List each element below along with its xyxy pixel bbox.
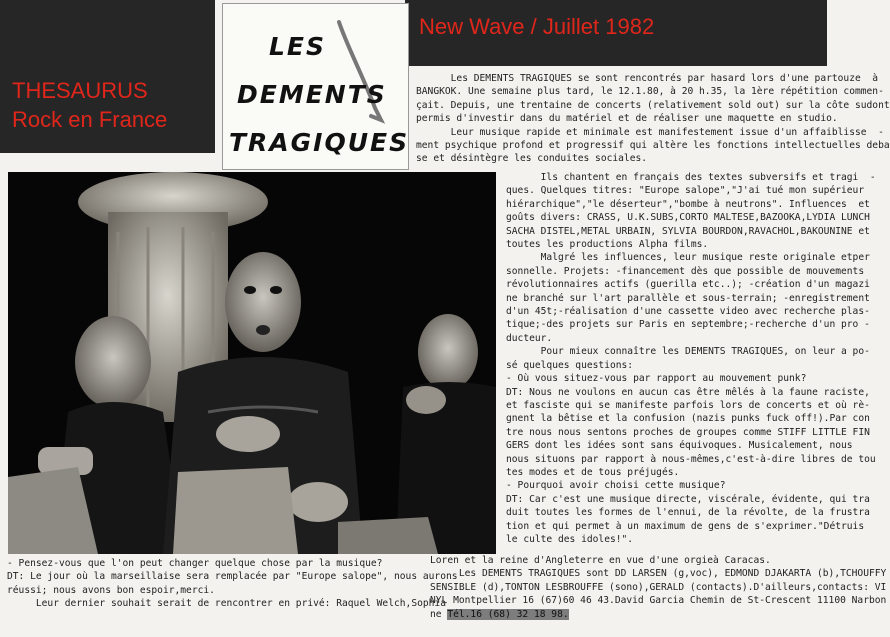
title-line-3: TRAGIQUES (229, 128, 410, 157)
article-line: ne branché sur l'art parallèle et sous-terrain; -enregistrement (506, 292, 870, 304)
article-line: tique;-des projets sur Paris en septembre;-recherche d'un pro - (506, 319, 870, 331)
article-line: DT: Car c'est une musique directe, viscérale, évidente, qui tra (506, 493, 870, 505)
article-title (222, 3, 409, 170)
title-line-1: LES (269, 32, 327, 61)
intro-text (416, 72, 890, 166)
interview-line: réussi; nous avons bon espoir,merci. (7, 584, 215, 596)
interview-line: Leur dernier souhait serait de rencontrer en privé: Raquel Welch,Sophia (7, 598, 446, 610)
intro-line: çait. Depuis, une trentaine de concerts (relativement sold out) sur la côte sudont (416, 99, 890, 111)
intro-line: permis d'investir dans du matériel et de réaliser une maquette en studio. (416, 113, 838, 125)
article-line: le culte des idoles!". (506, 533, 634, 545)
article-line: sonnelle. Projets: -financement dès que possible de mouvements (506, 265, 865, 277)
band-photo-illustration (8, 172, 496, 554)
article-line: goûts divers: CRASS, U.K.SUBS,CORTO MALTESE,BAZOOKA,LYDIA LUNCH (506, 212, 870, 224)
article-line: GERS dont les idées sont sans équivoques. Musicalement, nous (506, 440, 853, 452)
article-line: Ils chantent en français des textes subversifs et tragi - (506, 172, 876, 183)
article-line: nous situons par rapport à nous-mêmes,c'est-à-dire libres de tou (506, 453, 876, 465)
main-column-text (506, 171, 876, 546)
article-line: d'un 45t;-réalisation d'une cassette video avec recherche plas- (506, 306, 870, 318)
intro-line: Leur musique rapide et minimale est manifestement issue d'un affaiblisse - (416, 126, 884, 138)
intro-line: se et désintègre les conduites sociales. (416, 153, 648, 165)
article-line: ques. Quelques titres: "Europe salope","J'ai tué mon supérieur (506, 185, 865, 197)
article-line: et fasciste qui se manifeste parfois lors de concerts et où rè- (506, 399, 870, 411)
interview-text (7, 557, 458, 611)
source-label (405, 0, 827, 66)
members-line: SENSIBLE (d),TONTON LESBROUFFE (sono),GERALD (contacts).D'ailleurs,contacts: VI (430, 581, 887, 593)
article-line: tre nous nous sentons proches de groupes comme STIFF LITTLE FIN (506, 426, 870, 438)
members-line: Loren et la reine d'Angleterre en vue d'une orgieà Caracas. (430, 555, 771, 566)
article-line: Malgré les influences, leur musique reste originale etper (506, 252, 870, 264)
members-line-prefix: ne (430, 608, 448, 620)
members-line (430, 608, 886, 621)
interview-line: - Pensez-vous que l'on peut changer quelque chose par la musique? (7, 558, 383, 569)
article-line: sé quelques questions: (506, 359, 634, 371)
article-line: - Pourquoi avoir choisi cette musique? (506, 480, 726, 492)
intro-line: BANGKOK. Une semaine plus tard, le 12.1.80, à 20 h.35, la 1ère répétition commen- (416, 86, 884, 98)
title-line-2: DEMENTS (237, 80, 387, 109)
article-line: Pour mieux connaître les DEMENTS TRAGIQUES, on leur a po- (506, 346, 870, 358)
band-members-text (430, 554, 886, 621)
article-line: ducteur. (506, 332, 553, 344)
article-line: tes modes et de tous préjugés. (506, 466, 680, 478)
interview-line: DT: Le jour où la marseillaise sera remplacée par "Europe salope", nous aurons (7, 571, 458, 583)
members-line: NYL Montpellier 16 (67)60 46 43.David Garcia Chemin de St-Crescent 11100 Narbon (430, 595, 887, 607)
article-line: DT: Nous ne voulons en aucun cas être mêlés à la faune raciste, (506, 386, 870, 398)
band-photo (8, 172, 496, 554)
article-line: tion et qui permet à un maximum de gens de s'exprimer."Détruis (506, 520, 865, 532)
members-line: Les DEMENTS TRAGIQUES sont DD LARSEN (g,voc), EDMOND DJAKARTA (b),TCHOUFFY (430, 568, 887, 580)
archive-subtitle: Rock en France (12, 107, 168, 132)
article-line: - Où vous situez-vous par rapport au mouvement punk? (506, 373, 807, 385)
source-text: New Wave / Juillet 1982 (419, 14, 655, 39)
archive-name: THESAURUS (12, 78, 148, 103)
article-line: toutes les productions Alpha films. (506, 239, 709, 251)
article-line: révolutionnaires actifs (guerilla etc..); -création d'un magazi (506, 279, 870, 291)
archive-label (0, 0, 215, 153)
article-line: hiérarchique","le déserteur","bombe à neutrons". Influences et (506, 198, 870, 210)
article-line: gnent la bêtise et la confusion (nazis punks fuck off!).Par con (506, 413, 870, 425)
article-line: duit toutes les formes de l'ennui, de la révolte, de la frustra (506, 507, 870, 519)
article-line: SACHA DISTEL,METAL URBAIN, SYLVIA BOURDON,RAVACHOL,BAKOUNINE et (506, 225, 870, 237)
intro-line: Les DEMENTS TRAGIQUES se sont rencontrés par hasard lors d'une partouze à (416, 73, 879, 84)
phone-number-highlight: Tél.16 (68) 32 18 98. (447, 608, 569, 620)
pen-stroke-decoration (333, 16, 393, 126)
intro-line: ment psychique profond et progressif qui altère les fonctions intellectuelles deba (416, 140, 890, 152)
